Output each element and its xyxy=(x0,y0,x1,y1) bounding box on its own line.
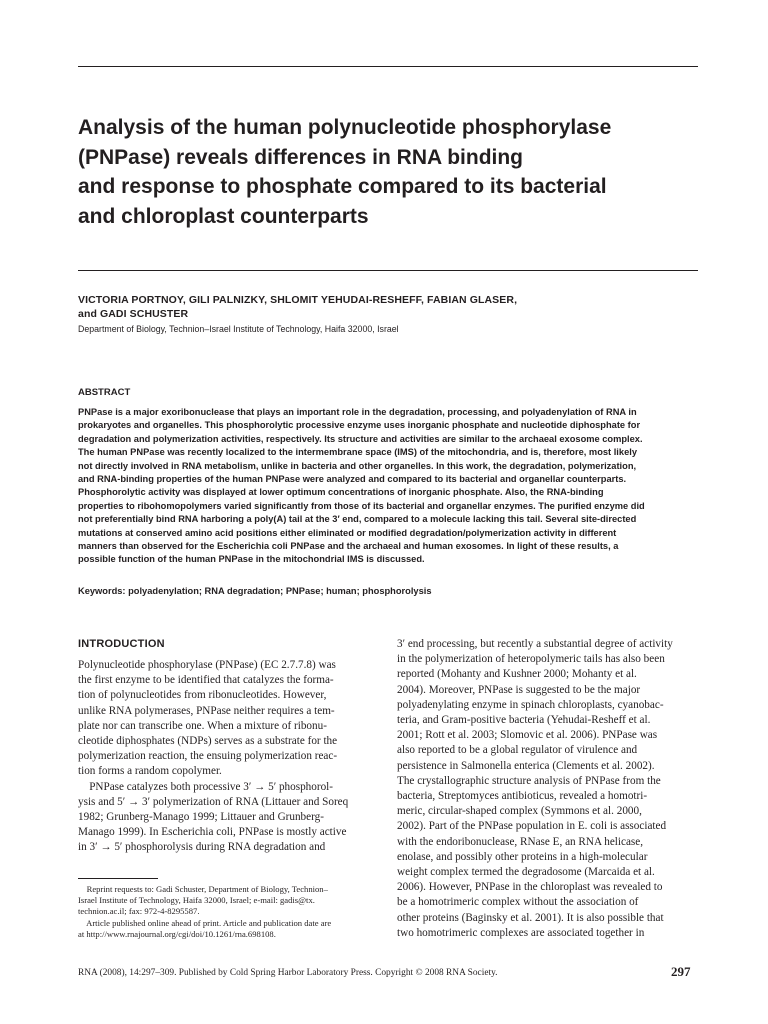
body-line: Polynucleotide phosphorylase (PNPase) (EC 2.7.7.8) was xyxy=(78,659,336,671)
abstract-line: possible function of the human PNPase in the mitochondrial IMS is discussed. xyxy=(78,554,425,565)
abstract-line: The human PNPase was recently localized to the intermembrane space (IMS) of the mitochondria, and is, therefore, most likely xyxy=(78,447,637,458)
body-line: the first enzyme to be identified that catalyzes the forma- xyxy=(78,674,334,687)
footnote-rule xyxy=(78,878,158,879)
footnote-line: technion.ac.il; fax: 972-4-8295587. xyxy=(78,906,200,917)
body-line: with the endoribonuclease, RNase E, an RNA helicase, xyxy=(397,835,644,848)
journal-citation-footer: RNA (2008), 14:297–309. Published by Cold Spring Harbor Laboratory Press. Copyright © 2008 RNA Society. xyxy=(78,968,498,978)
abstract-line: prokaryotes and organelles. This phosphorolytic processive enzyme uses inorganic phosphate and nucleotide diphosphate for xyxy=(78,420,641,431)
body-line: plate nor can transcribe one. When a mixture of ribonu- xyxy=(78,719,327,732)
body-line: cleotide diphosphates (NDPs) serves as a substrate for the xyxy=(78,735,338,748)
body-line: other proteins (Baginsky et al. 2001). It is also possible that xyxy=(397,911,664,924)
body-line: teria, and Gram-positive bacteria (Yehudai-Resheff et al. xyxy=(397,714,651,727)
title-line: (PNPase) reveals differences in RNA binding xyxy=(78,145,524,169)
body-line: 3′ end processing, but recently a substantial degree of activity xyxy=(397,638,673,650)
abstract-line: mutations at conserved amino acid positions either eliminated or modified degradation/polymerization activity in different xyxy=(78,527,617,538)
title-line: and response to phosphate compared to its bacterial xyxy=(78,175,607,198)
title-rule xyxy=(78,270,698,271)
introduction-heading: INTRODUCTION xyxy=(78,638,165,650)
affiliation: Department of Biology, Technion–Israel Institute of Technology, Haifa 32000, Israel xyxy=(78,324,399,334)
body-line: The crystallographic structure analysis of PNPase from the xyxy=(397,774,661,787)
body-line: reported (Mohanty and Kushner 2000; Mohanty et al. xyxy=(397,668,637,681)
body-line: tion forms a random copolymer. xyxy=(78,765,222,778)
keywords: Keywords: polyadenylation; RNA degradation; PNPase; human; phosphorolysis xyxy=(78,586,432,596)
body-line: tion of polynucleotides from ribonucleotides. However, xyxy=(78,689,327,702)
right-column-text xyxy=(397,637,697,941)
abstract-line: Phosphorolytic activity was displayed at lower optimum concentrations of inorganic phosphate. Also, the RNA-binding xyxy=(78,487,604,498)
footnote xyxy=(78,884,378,940)
body-line: 2004). Moreover, PNPase is suggested to be the major xyxy=(397,683,641,696)
abstract-line: properties to ribohomopolymers varied significantly from those of its bacterial and organellar enzymes. The purified enzyme did xyxy=(78,500,645,511)
body-line: polymerization reaction, the ensuing polymerization reac- xyxy=(78,750,338,763)
body-line: be a homotrimeric complex without the association of xyxy=(397,896,639,909)
body-line: 2001; Rott et al. 2003; Slomovic et al. 2006). PNPase was xyxy=(397,729,658,742)
abstract-line: degradation and polymerization activities, respectively. Its structure and activities are similar to the archaeal exosome complex. xyxy=(78,433,643,444)
footnote-line: Article published online ahead of print. Article and publication date are xyxy=(78,917,332,928)
body-line: weight complex termed the degradosome (Marcaida et al. xyxy=(397,866,655,879)
body-line: enolase, and possibly other proteins in a high-molecular xyxy=(397,850,648,863)
body-line: PNPase catalyzes both processive 3′ → 5′ phosphorol- xyxy=(78,780,334,793)
top-rule xyxy=(78,66,698,67)
footnote-line: at http://www.rnajournal.org/cgi/doi/10.1261/rna.698108. xyxy=(78,928,276,939)
page-number: 297 xyxy=(671,964,691,979)
body-line: Manago 1999). In Escherichia coli, PNPase is mostly active xyxy=(78,826,347,839)
body-line: in the polymerization of heteropolymeric tails has also been xyxy=(397,653,665,666)
abstract-body xyxy=(78,406,698,567)
footnote-line: Reprint requests to: Gadi Schuster, Department of Biology, Technion– xyxy=(78,884,328,894)
body-line: 2006). However, PNPase in the chloroplast was revealed to xyxy=(397,881,663,894)
body-line: persistence in Salmonella enterica (Clements et al. 2002). xyxy=(397,759,655,772)
body-line: meric, circular-shaped complex (Symmons et al. 2000, xyxy=(397,805,642,818)
abstract-heading: ABSTRACT xyxy=(78,387,131,398)
title-line: and chloroplast counterparts xyxy=(78,204,369,228)
body-line: in 3′ → 5′ phosphorolysis during RNA degradation and xyxy=(78,841,326,854)
body-line: unlike RNA polymerases, PNPase neither requires a tem- xyxy=(78,704,335,717)
body-line: polyadenylating enzyme in spinach chloroplasts, cyanobac- xyxy=(397,698,664,711)
author-line: and GADI SCHUSTER xyxy=(78,308,189,320)
abstract-line: manners than observed for the Escherichia coli PNPase and the archaeal and human exosomes. In light of these results, a xyxy=(78,541,619,552)
abstract-line: not directly involved in RNA metabolism, unlike in bacteria and other organelles. In this work, the degradation, polymerization, xyxy=(78,460,637,471)
title-line: Analysis of the human polynucleotide phosphorylase xyxy=(78,116,612,139)
body-line: also reported to be a global regulator of virulence and xyxy=(397,744,638,757)
abstract-line: PNPase is a major exoribonuclease that plays an important role in the degradation, processing, and polyadenylation of RNA in xyxy=(78,407,637,417)
left-column-text xyxy=(78,658,378,856)
body-line: bacteria, Streptomyces antibioticus, revealed a homotri- xyxy=(397,790,648,803)
body-line: 1982; Grunberg-Manago 1999; Littauer and Grunberg- xyxy=(78,811,324,824)
author-list xyxy=(78,293,698,321)
article-title xyxy=(78,113,718,231)
body-line: ysis and 5′ → 3′ polymerization of RNA (Littauer and Soreq xyxy=(78,795,349,808)
body-line: 2002). Part of the PNPase population in E. coli is associated xyxy=(397,820,667,833)
abstract-line: and RNA-binding properties of the human PNPase were analyzed and compared to its bacterial and organellar counterparts. xyxy=(78,474,627,485)
body-line: two homotrimeric complexes are associated together in xyxy=(397,926,645,939)
author-line: VICTORIA PORTNOY, GILI PALNIZKY, SHLOMIT YEHUDAI-RESHEFF, FABIAN GLASER, xyxy=(78,294,518,306)
abstract-line: not preferentially bind RNA harboring a poly(A) tail at the 3′ end, compared to a molecule lacking this tail. Several site-directed xyxy=(78,514,637,525)
footnote-line: Israel Institute of Technology, Haifa 32000, Israel; e-mail: gadis@tx. xyxy=(78,895,315,906)
